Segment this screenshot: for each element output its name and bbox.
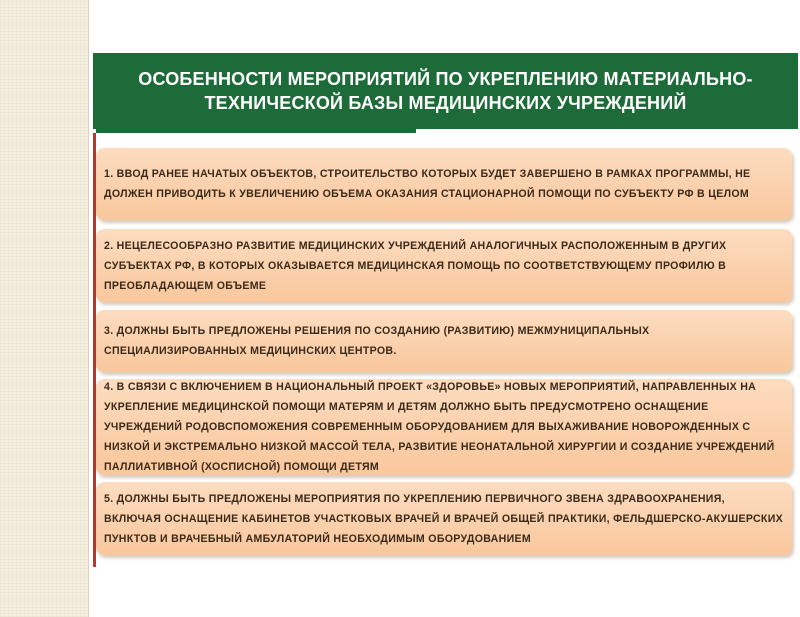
list-item-text: 4. В СВЯЗИ С ВКЛЮЧЕНИЕМ В НАЦИОНАЛЬНЫЙ ПРОЕКТ «ЗДОРОВЬЕ» НОВЫХ МЕРОПРИЯТИЙ, НАПРАВЛЕННЫХ НА УКРЕПЛЕНИЕ МЕДИЦИНСКОЙ ПОМОЩИ МАТЕРЯМ И ДЕТЯМ ДОЛЖНО БЫТЬ ПРЕДУСМОТРЕНО ОСНАЩЕНИЕ УЧРЕЖДЕНИЙ РОДОВСПОМОЖЕНИЯ СОВРЕМЕННЫМ ОБОРУДОВАНИЕМ ДЛЯ ВЫХАЖИВАНИЕ НОВОРОЖДЕННЫХ С НИЗКОЙ И ЭКСТРЕМАЛЬНО НИЗКОЙ МАССОЙ ТЕЛА, РАЗВИТИЕ НЕОНАТАЛЬНОЙ ХИРУРГИИ И СОЗДАНИЕ УЧРЕЖДЕНИЙ ПАЛЛИАТИВНОЙ (ХОСПИСНОЙ) ПОМОЩИ ДЕТЯМ <box>104 381 775 473</box>
slide-title-text: ОСОБЕННОСТИ МЕРОПРИЯТИЙ ПО УКРЕПЛЕНИЮ МАТЕРИАЛЬНО-ТЕХНИЧЕСКОЙ БАЗЫ МЕДИЦИНСКИХ УЧРЕЖДЕНИЙ <box>138 69 753 113</box>
list-item-4 <box>96 379 792 475</box>
list-item-3 <box>96 310 792 372</box>
list-item-5 <box>96 482 792 555</box>
title-underline <box>96 129 416 133</box>
list-item-text: 2. НЕЦЕЛЕСООБРАЗНО РАЗВИТИЕ МЕДИЦИНСКИХ УЧРЕЖДЕНИЙ АНАЛОГИЧНЫХ РАСПОЛОЖЕННЫМ В ДРУГИХ СУБЪЕКТАХ РФ, В КОТОРЫХ ОКАЗЫВАЕТСЯ МЕДИЦИНСКАЯ ПОМОЩЬ ПО СООТВЕТСТВУЮЩЕМУ ПРОФИЛЮ В ПРЕОБЛАДАЮЩЕМ ОБЪЕМЕ <box>104 239 727 292</box>
list-item-text: 1. ВВОД РАНЕЕ НАЧАТЫХ ОБЪЕКТОВ, СТРОИТЕЛЬСТВО КОТОРЫХ БУДЕТ ЗАВЕРШЕНО В РАМКАХ ПРОГРАММЫ, НЕ ДОЛЖЕН ПРИВОДИТЬ К УВЕЛИЧЕНИЮ ОБЪЕМА ОКАЗАНИЯ СТАЦИОНАРНОЙ ПОМОЩИ ПО СУБЪЕКТУ РФ В ЦЕЛОМ <box>104 168 751 200</box>
slide-title <box>93 53 798 129</box>
list-item-2 <box>96 229 792 302</box>
decorative-side-band <box>0 0 89 617</box>
list-item-text: 3. ДОЛЖНЫ БЫТЬ ПРЕДЛОЖЕНЫ РЕШЕНИЯ ПО СОЗДАНИЮ (РАЗВИТИЮ) МЕЖМУНИЦИПАЛЬНЫХ СПЕЦИАЛИЗИРОВАННЫХ МЕДИЦИНСКИХ ЦЕНТРОВ. <box>104 325 650 357</box>
list-item-text: 5. ДОЛЖНЫ БЫТЬ ПРЕДЛОЖЕНЫ МЕРОПРИЯТИЯ ПО УКРЕПЛЕНИЮ ПЕРВИЧНОГО ЗВЕНА ЗДРАВООХРАНЕНИЯ, ВКЛЮЧАЯ ОСНАЩЕНИЕ КАБИНЕТОВ УЧАСТКОВЫХ ВРАЧЕЙ И ВРАЧЕЙ ОБЩЕЙ ПРАКТИКИ, ФЕЛЬДШЕРСКО-АКУШЕРСКИХ ПУНКТОВ И ВРАЧЕБНЫЙ АМБУЛАТОРИЙ НЕОБХОДИМЫМ ОБОРУДОВАНИЕМ <box>104 492 783 545</box>
list-item-1 <box>96 148 792 220</box>
